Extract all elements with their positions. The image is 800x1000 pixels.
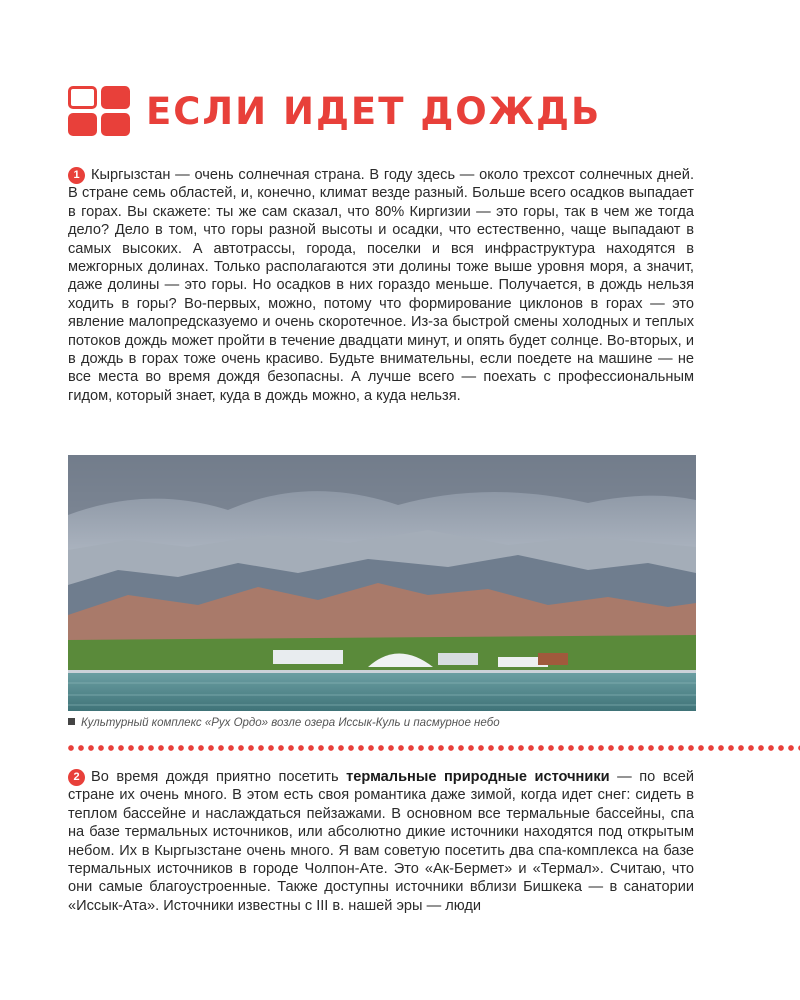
lake-photo (68, 455, 696, 711)
paragraph-2-text-after: — по всей стране их очень много. В этом есть своя романтика даже зимой, когда идет снег: сидеть в теплом бассейне и наслаждаться пейзажами. В основном все термальные бассейны, спа на базе термальных источников, или абсолютно дикие источники находятся под открытым небом. Их в Кыргызстане очень много. Я вам советую посетить два спа-комплекса на базе термальных источников в городе Чолпон-Ате. Это «Ак-Бермет» и «Термал». Считаю, что они самые благоустроенные. Также доступны источники вблизи Бишкека — в санатории «Иссык-Ата». Источники известны с III в. нашей эры — люди (68, 769, 694, 914)
section-number-badge: 1 (68, 167, 85, 184)
photo-caption-text: Культурный комплекс «Рух Ордо» возле озера Иссык-Куль и пасмурное небо (81, 717, 500, 729)
dotted-divider (66, 744, 800, 752)
paragraph-1-text: Кыргызстан — очень солнечная страна. В году здесь — около трехсот солнечных дней. В стране семь областей, и, конечно, климат везде разный. Больше всего осадков выпадает в горах. Вы скажете: ты же сам сказал, что 80% Киргизии — это горы, так в чем же тогда дело? Дело в том, что горы разной высоты и осадки, что естественно, чаще выпадают в самых высоких. А автотрассы, города, поселки и вся инфраструктура находятся в межгорных долинах. Только располагаются эти долины тоже выше уровня моря, а значит, даже долины — это горы. Но осадков в них гораздо меньше. Получается, в дождь нельзя ходить в горы? Во-первых, можно, потому что формирование циклонов в горах — это явление малопредсказуемо и очень скоротечное. Из-за быстрой смены холодных и теплых потоков дождь может пройти в течение двадцати минут, и опять будет солнце. Во-вторых, и в дождь в горах тоже очень красиво. Будьте внимательны, если поедете на машине — не все места во время дождя безопасны. А лучше всего — поехать с профессиональным гидом, который знает, куда в дождь можно, а куда нельзя. (68, 167, 694, 404)
caption-square-icon (68, 718, 75, 725)
photo-caption (68, 717, 500, 729)
page-header (68, 86, 601, 136)
paragraph-2-text-before: Во время дождя приятно посетить (91, 769, 347, 785)
section-number-badge-2: 2 (68, 769, 85, 786)
paragraph-2-bold: термальные природные источники (346, 769, 610, 785)
red-grid-icon (68, 86, 130, 136)
paragraph-2 (68, 768, 694, 915)
paragraph-1 (68, 166, 694, 405)
page-title: ЕСЛИ ИДЕТ ДОЖДЬ (146, 89, 602, 133)
